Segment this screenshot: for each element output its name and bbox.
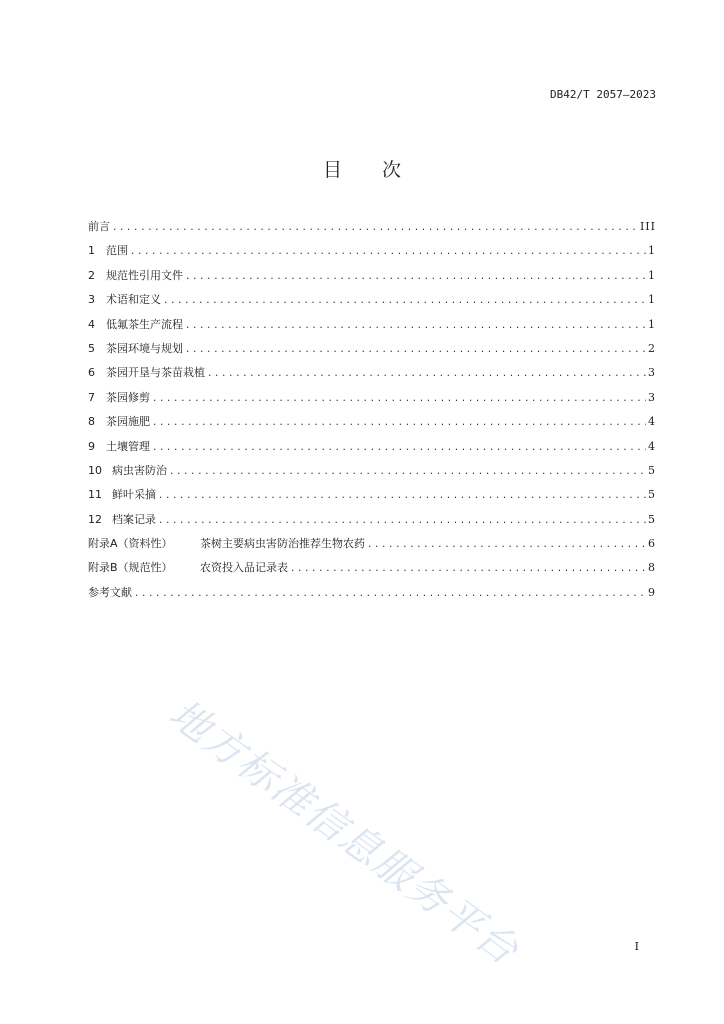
toc-number: 附录A（资料性）: [88, 537, 173, 551]
toc-leader: [130, 247, 646, 257]
toc-number: 附录B（规范性）: [88, 561, 173, 575]
toc-leader: [207, 369, 646, 379]
toc-label: 低氟茶生产流程: [106, 317, 183, 331]
toc-leader: [134, 589, 646, 599]
toc-page: 1: [648, 244, 656, 258]
toc-number: 8: [88, 415, 95, 429]
toc-leader: [185, 345, 646, 355]
toc-entry-appendix-a[interactable]: [88, 535, 656, 559]
toc-number: 6: [88, 366, 95, 380]
toc-page: 8: [648, 561, 656, 575]
toc-label: 参考文献: [88, 585, 132, 599]
toc-entry-8[interactable]: [88, 413, 656, 437]
toc-label: 茶树主要病虫害防治推荐生物农药: [200, 537, 365, 551]
toc-page: 2: [648, 341, 656, 355]
toc-page: 5: [648, 463, 656, 477]
toc-entry-7[interactable]: [88, 389, 656, 413]
toc-leader: [290, 564, 646, 574]
title-char-2: 次: [382, 159, 402, 181]
toc-page: III: [639, 220, 656, 233]
toc-number: 2: [88, 268, 95, 282]
toc-number: 5: [88, 341, 95, 355]
toc-number: 4: [88, 317, 95, 331]
toc-label: 茶园修剪: [106, 390, 150, 404]
toc-leader: [112, 223, 638, 233]
toc-leader: [152, 443, 646, 453]
title-char-1: 目: [322, 159, 342, 181]
toc-number: 3: [88, 293, 95, 307]
toc-page: 6: [648, 537, 656, 551]
toc-label: 农资投入品记录表: [200, 561, 288, 575]
toc-number: 10: [88, 463, 102, 477]
toc-entry-references[interactable]: [88, 584, 656, 608]
toc-label: 茶园开垦与茶苗栽植: [106, 366, 205, 380]
toc-page: 4: [648, 439, 656, 453]
toc-entry-3[interactable]: [88, 291, 656, 315]
toc-page: 3: [648, 390, 656, 404]
toc-page: 5: [648, 488, 656, 502]
toc-label: 规范性引用文件: [106, 268, 183, 282]
toc-label: 茶园环境与规划: [106, 341, 183, 355]
table-of-contents: [88, 218, 656, 608]
toc-entry-2[interactable]: [88, 267, 656, 291]
toc-label: 病虫害防治: [112, 463, 167, 477]
toc-label: 术语和定义: [106, 293, 161, 307]
toc-page: 9: [648, 585, 656, 599]
toc-number: 12: [88, 512, 102, 526]
toc-entry-foreword[interactable]: [88, 218, 656, 242]
toc-page: 3: [648, 366, 656, 380]
toc-label: 鲜叶采摘: [112, 488, 156, 502]
toc-entry-6[interactable]: [88, 364, 656, 388]
toc-leader: [367, 540, 646, 550]
watermark: 地方标准信息服务平台: [160, 690, 528, 975]
toc-leader: [158, 491, 646, 501]
toc-label: 范围: [106, 244, 128, 258]
toc-entry-9[interactable]: [88, 438, 656, 462]
toc-label: 前言: [88, 220, 110, 233]
toc-label: 土壤管理: [106, 439, 150, 453]
toc-number: 9: [88, 439, 95, 453]
toc-leader: [158, 516, 646, 526]
toc-entry-appendix-b[interactable]: [88, 559, 656, 583]
toc-page: 1: [648, 293, 656, 307]
page-title: [0, 155, 724, 182]
toc-entry-5[interactable]: [88, 340, 656, 364]
document-code: DB42/T 2057—2023: [550, 88, 656, 101]
toc-number: 1: [88, 244, 95, 258]
toc-label: 茶园施肥: [106, 415, 150, 429]
toc-label: 档案记录: [112, 512, 156, 526]
toc-leader: [185, 272, 646, 282]
toc-page: 1: [648, 268, 656, 282]
toc-entry-4[interactable]: [88, 316, 656, 340]
toc-leader: [185, 321, 646, 331]
toc-entry-12[interactable]: [88, 511, 656, 535]
toc-entry-1[interactable]: [88, 242, 656, 266]
toc-leader: [152, 394, 646, 404]
page-number: I: [634, 940, 639, 953]
toc-number: 7: [88, 390, 95, 404]
toc-entry-10[interactable]: [88, 462, 656, 486]
toc-page: 4: [648, 415, 656, 429]
toc-entry-11[interactable]: [88, 486, 656, 510]
toc-page: 1: [648, 317, 656, 331]
toc-leader: [152, 418, 646, 428]
toc-leader: [163, 296, 646, 306]
toc-leader: [169, 467, 646, 477]
toc-page: 5: [648, 512, 656, 526]
toc-number: 11: [88, 488, 102, 502]
